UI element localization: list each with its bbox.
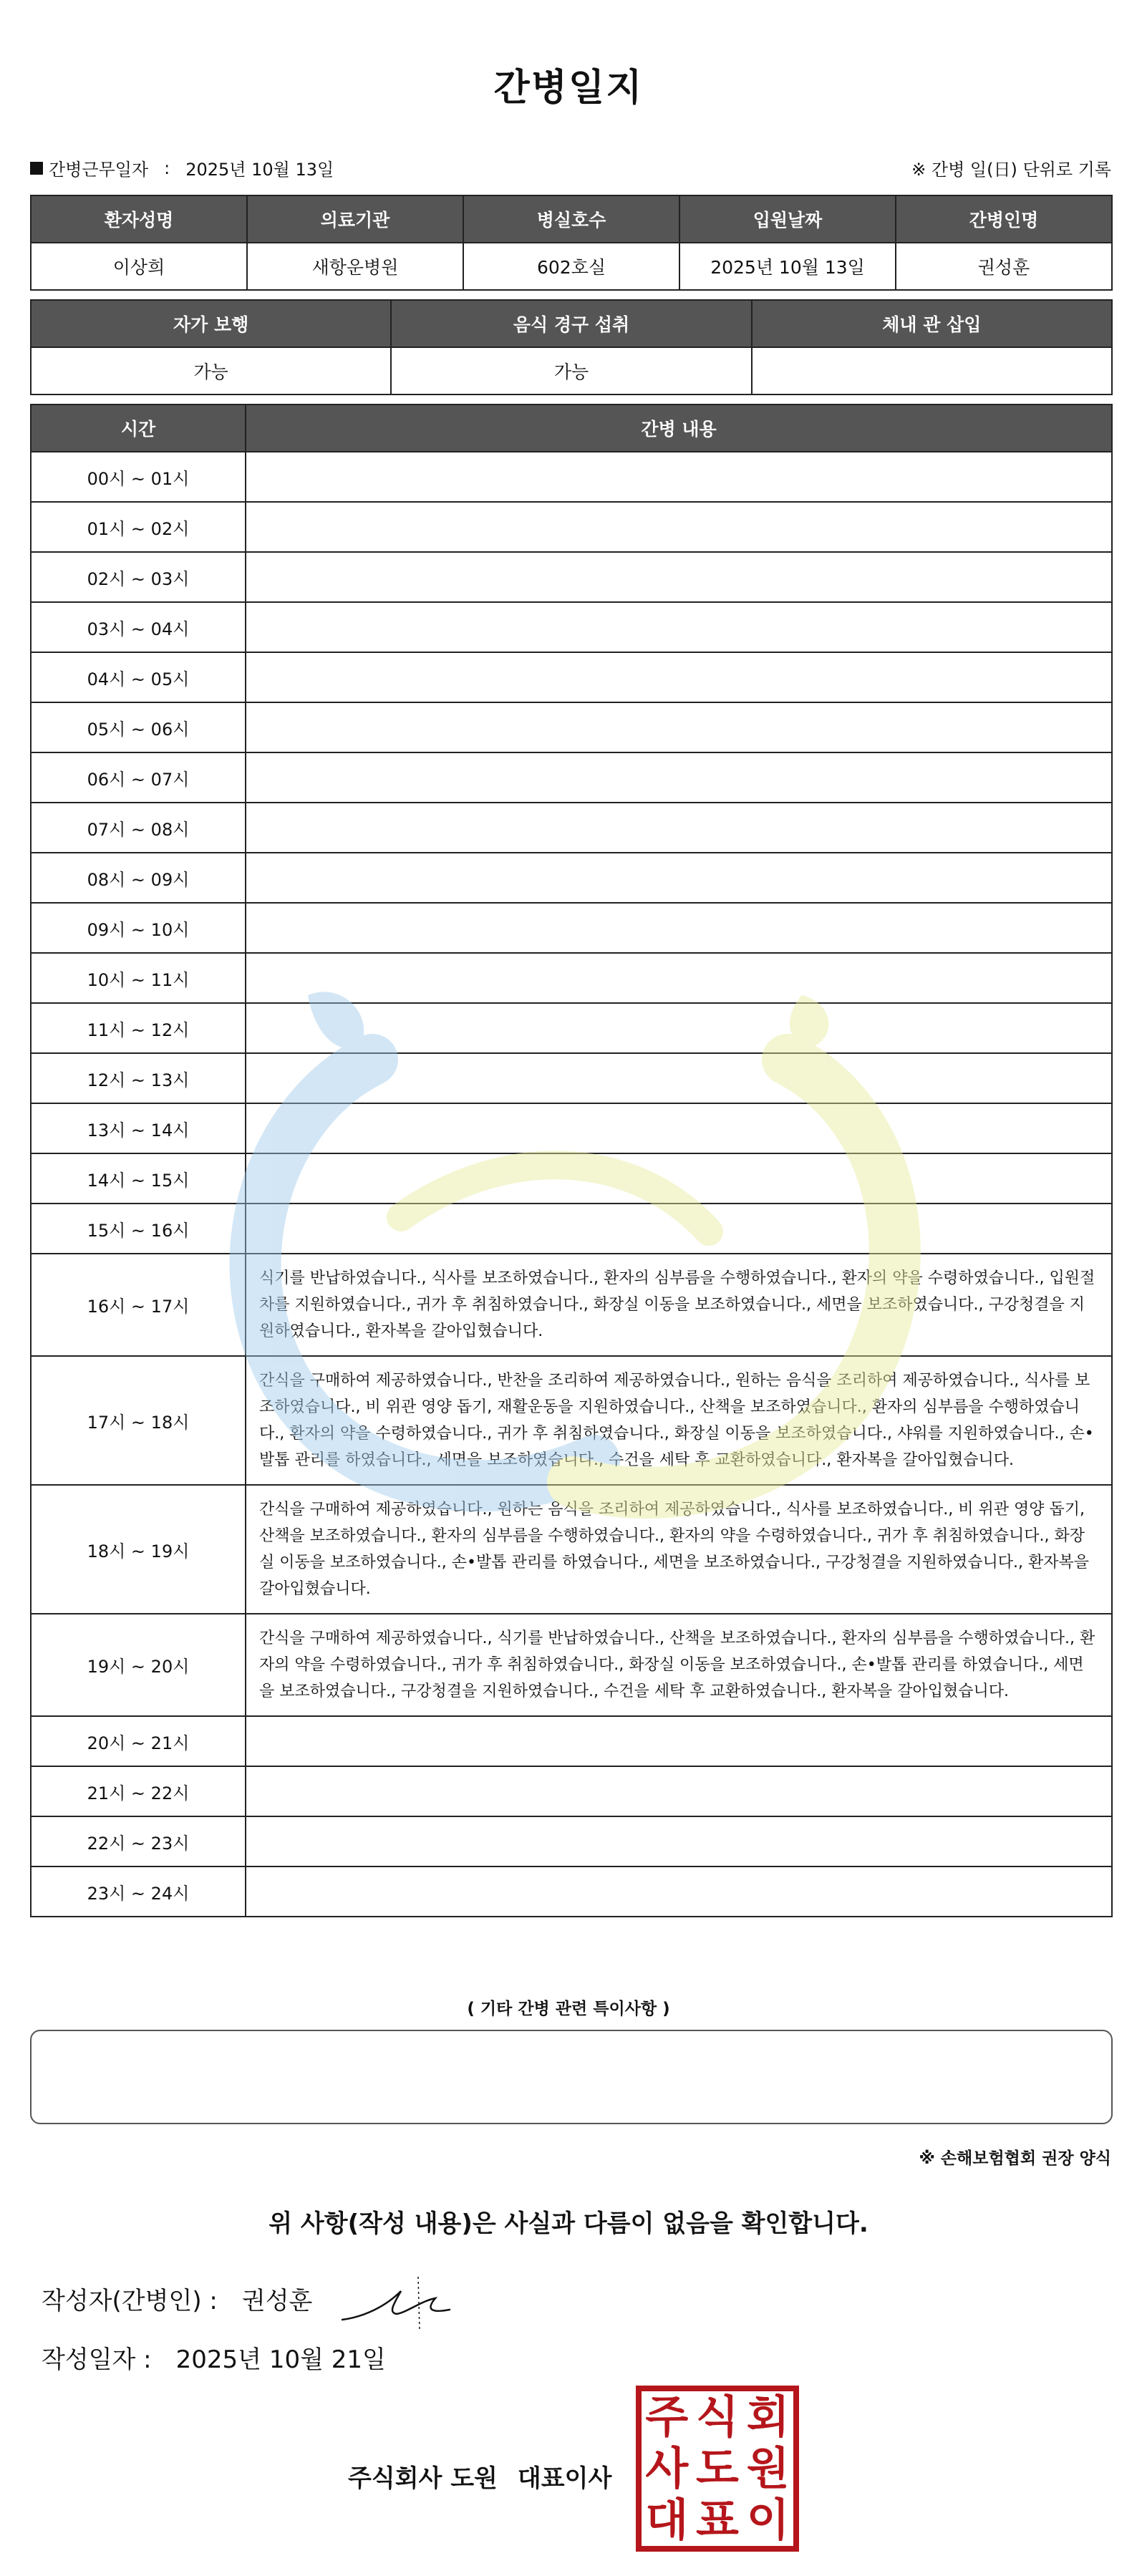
table-row xyxy=(31,1053,1112,1103)
care-log-table xyxy=(30,404,1113,1917)
time-slot: 05시 ~ 06시 xyxy=(31,702,246,752)
time-slot: 14시 ~ 15시 xyxy=(31,1153,246,1204)
work-date-label: 간병근무일자 xyxy=(49,160,149,180)
care-content-cell xyxy=(246,1766,1112,1816)
header-admission-date: 입원날짜 xyxy=(679,195,896,243)
writer-name: 권성훈 xyxy=(241,2287,313,2315)
table-row xyxy=(31,1254,1112,1356)
table-row xyxy=(31,1103,1112,1153)
work-date-value: 2025년 10월 13일 xyxy=(185,160,334,180)
table-row xyxy=(31,652,1112,702)
table-row xyxy=(31,502,1112,552)
header-patient-name: 환자성명 xyxy=(31,195,247,243)
seal-character: 원 xyxy=(746,2442,790,2494)
patient-info-header-row xyxy=(31,195,1112,243)
time-slot: 20시 ~ 21시 xyxy=(31,1716,246,1766)
caregiver-name: 권성훈 xyxy=(896,243,1112,290)
table-row xyxy=(31,1153,1112,1204)
time-slot: 01시 ~ 02시 xyxy=(31,502,246,552)
seal-character: 식 xyxy=(696,2391,739,2443)
time-slot: 00시 ~ 01시 xyxy=(31,452,246,502)
table-row xyxy=(31,602,1112,652)
care-content-cell xyxy=(246,502,1112,552)
time-slot: 08시 ~ 09시 xyxy=(31,853,246,903)
seal-character: 도 xyxy=(696,2442,739,2494)
time-slot: 17시 ~ 18시 xyxy=(31,1356,246,1485)
time-slot: 19시 ~ 20시 xyxy=(31,1614,246,1716)
seal-character: 사 xyxy=(645,2442,689,2494)
care-content-cell xyxy=(246,1153,1112,1204)
unit-note: ※ 간병 일(日) 단위로 기록 xyxy=(911,160,1111,180)
table-row xyxy=(31,1614,1112,1716)
header-caregiver: 간병인명 xyxy=(896,195,1112,243)
care-content-cell xyxy=(246,602,1112,652)
time-slot: 18시 ~ 19시 xyxy=(31,1485,246,1614)
header-oral-intake: 음식 경구 섭취 xyxy=(391,300,751,347)
care-content-cell xyxy=(246,953,1112,1003)
special-notes-title: ( 기타 간병 관련 특이사항 ) xyxy=(467,2000,670,2018)
header-care-content: 간병 내용 xyxy=(246,405,1112,452)
hospital-name: 새항운병원 xyxy=(247,243,463,290)
admission-date: 2025년 10월 13일 xyxy=(679,243,896,290)
table-row xyxy=(31,953,1112,1003)
patient-info-value-row xyxy=(31,243,1112,290)
care-content-cell xyxy=(246,452,1112,502)
time-slot: 02시 ~ 03시 xyxy=(31,552,246,602)
table-row xyxy=(31,452,1112,502)
signature-image xyxy=(335,2270,457,2334)
care-content-cell: 간식을 구매하여 제공하였습니다., 원하는 음식을 조리하여 제공하였습니다., 식사를 보조하였습니다., 비 위관 영양 돕기, 산책을 보조하였습니다., 환자의 심부름을 수행하였습니다., 환자의 약을 수령하였습니다., 귀가 후 취침하였습니다., 화장실 이동을 보조하였습니다., 손•발톱 관리를 하였습니다., 세면을 보조하였습니다., 구강청결을 지원하였습니다., 환자복을 갈아입혔습니다. xyxy=(246,1485,1112,1614)
header-self-walking: 자가 보행 xyxy=(31,300,391,347)
time-slot: 10시 ~ 11시 xyxy=(31,953,246,1003)
page-title: 간병일지 xyxy=(493,67,644,110)
tube-insertion-value xyxy=(752,347,1112,394)
seal-character: 대 xyxy=(645,2494,689,2546)
table-row xyxy=(31,702,1112,752)
header-hospital: 의료기관 xyxy=(247,195,463,243)
table-row xyxy=(31,1766,1112,1816)
table-row xyxy=(31,1485,1112,1614)
care-content-cell xyxy=(246,702,1112,752)
company-row xyxy=(348,2459,611,2494)
time-slot: 11시 ~ 12시 xyxy=(31,1003,246,1053)
care-content-cell xyxy=(246,1003,1112,1053)
table-row xyxy=(31,1356,1112,1485)
header-tube-insertion: 체내 관 삽입 xyxy=(752,300,1112,347)
seal-character: 주 xyxy=(645,2391,689,2443)
seal-character-grid xyxy=(642,2391,793,2546)
patient-status-table xyxy=(30,299,1113,395)
insurance-note: ※ 손해보험협회 권장 양식 xyxy=(919,2149,1111,2168)
seal-character: 표 xyxy=(696,2494,739,2546)
time-slot: 06시 ~ 07시 xyxy=(31,752,246,803)
care-content-cell: 간식을 구매하여 제공하였습니다., 반찬을 조리하여 제공하였습니다., 원하는 음식을 조리하여 제공하였습니다., 식사를 보조하였습니다., 비 위관 영양 돕기, 재활운동을 지원하였습니다., 산책을 보조하였습니다., 환자의 심부름을 수행하였습니다., 환자의 약을 수령하였습니다., 귀가 후 취침하였습니다., 화장실 이동을 보조하였습니다., 샤워를 지원하였습니다., 손•발톱 관리를 하였습니다., 세면을 보조하였습니다., 수건을 세탁 후 교환하였습니다., 환자복을 갈아입혔습니다. xyxy=(246,1356,1112,1485)
company-title: 대표이사 xyxy=(517,2464,612,2493)
table-row xyxy=(31,853,1112,903)
time-slot: 21시 ~ 22시 xyxy=(31,1766,246,1816)
time-slot: 04시 ~ 05시 xyxy=(31,652,246,702)
care-content-cell xyxy=(246,853,1112,903)
write-date-value: 2025년 10월 21일 xyxy=(175,2345,386,2374)
table-row xyxy=(31,1204,1112,1254)
care-content-cell: 식기를 반납하였습니다., 식사를 보조하였습니다., 환자의 심부름을 수행하였습니다., 환자의 약을 수령하였습니다., 입원절차를 지원하였습니다., 귀가 후 취침하였습니다., 화장실 이동을 보조하였습니다., 세면을 보조하였습니다., 구강청결을 지원하였습니다., 환자복을 갈아입혔습니다. xyxy=(246,1254,1112,1356)
work-date-colon: : xyxy=(164,158,170,178)
care-content-cell: 간식을 구매하여 제공하였습니다., 식기를 반납하였습니다., 산책을 보조하였습니다., 환자의 심부름을 수행하였습니다., 환자의 약을 수령하였습니다., 귀가 후 취침하였습니다., 화장실 이동을 보조하였습니다., 손•발톱 관리를 하였습니다., 세면을 보조하였습니다., 구강청결을 지원하였습니다., 수건을 세탁 후 교환하였습니다., 환자복을 갈아입혔습니다. xyxy=(246,1614,1112,1716)
special-notes-box xyxy=(30,2030,1113,2124)
table-row xyxy=(31,752,1112,803)
header-room: 병실호수 xyxy=(463,195,679,243)
table-row xyxy=(31,552,1112,602)
care-content-cell xyxy=(246,552,1112,602)
patient-status-value-row xyxy=(31,347,1112,394)
table-row xyxy=(31,1716,1112,1766)
room-number: 602호실 xyxy=(463,243,679,290)
care-content-cell xyxy=(246,1816,1112,1866)
work-date-row xyxy=(30,155,334,180)
time-slot: 12시 ~ 13시 xyxy=(31,1053,246,1103)
time-slot: 16시 ~ 17시 xyxy=(31,1254,246,1356)
patient-status-header-row xyxy=(31,300,1112,347)
table-row xyxy=(31,1003,1112,1053)
table-row xyxy=(31,803,1112,853)
oral-intake-value: 가능 xyxy=(391,347,751,394)
time-slot: 13시 ~ 14시 xyxy=(31,1103,246,1153)
table-row xyxy=(31,1816,1112,1866)
table-row xyxy=(31,903,1112,953)
time-slot: 09시 ~ 10시 xyxy=(31,903,246,953)
table-row xyxy=(31,1866,1112,1917)
care-log-header-row xyxy=(31,405,1112,452)
seal-character: 이 xyxy=(746,2494,790,2546)
time-slot: 22시 ~ 23시 xyxy=(31,1816,246,1866)
writer-label: 작성자(간병인) : xyxy=(42,2287,218,2315)
care-content-cell xyxy=(246,1716,1112,1766)
care-content-cell xyxy=(246,1204,1112,1254)
write-date-label: 작성일자 : xyxy=(42,2345,152,2374)
writer-row xyxy=(42,2281,312,2316)
care-content-cell xyxy=(246,803,1112,853)
care-content-cell xyxy=(246,903,1112,953)
confirmation-statement: 위 사항(작성 내용)은 사실과 다름이 없음을 확인합니다. xyxy=(268,2209,869,2238)
care-content-cell xyxy=(246,1866,1112,1917)
patient-name: 이상희 xyxy=(31,243,247,290)
time-slot: 03시 ~ 04시 xyxy=(31,602,246,652)
care-content-cell xyxy=(246,652,1112,702)
square-bullet-icon xyxy=(30,162,43,175)
time-slot: 15시 ~ 16시 xyxy=(31,1204,246,1254)
write-date-row xyxy=(42,2340,386,2375)
self-walking-value: 가능 xyxy=(31,347,391,394)
patient-info-table xyxy=(30,195,1113,291)
header-time: 시간 xyxy=(31,405,246,452)
company-name: 주식회사 도원 xyxy=(348,2464,498,2493)
time-slot: 07시 ~ 08시 xyxy=(31,803,246,853)
company-seal-stamp xyxy=(636,2386,799,2552)
seal-character: 회 xyxy=(746,2391,790,2443)
care-log-body xyxy=(31,452,1112,1917)
care-content-cell xyxy=(246,1103,1112,1153)
time-slot: 23시 ~ 24시 xyxy=(31,1866,246,1917)
care-content-cell xyxy=(246,1053,1112,1103)
care-content-cell xyxy=(246,752,1112,803)
